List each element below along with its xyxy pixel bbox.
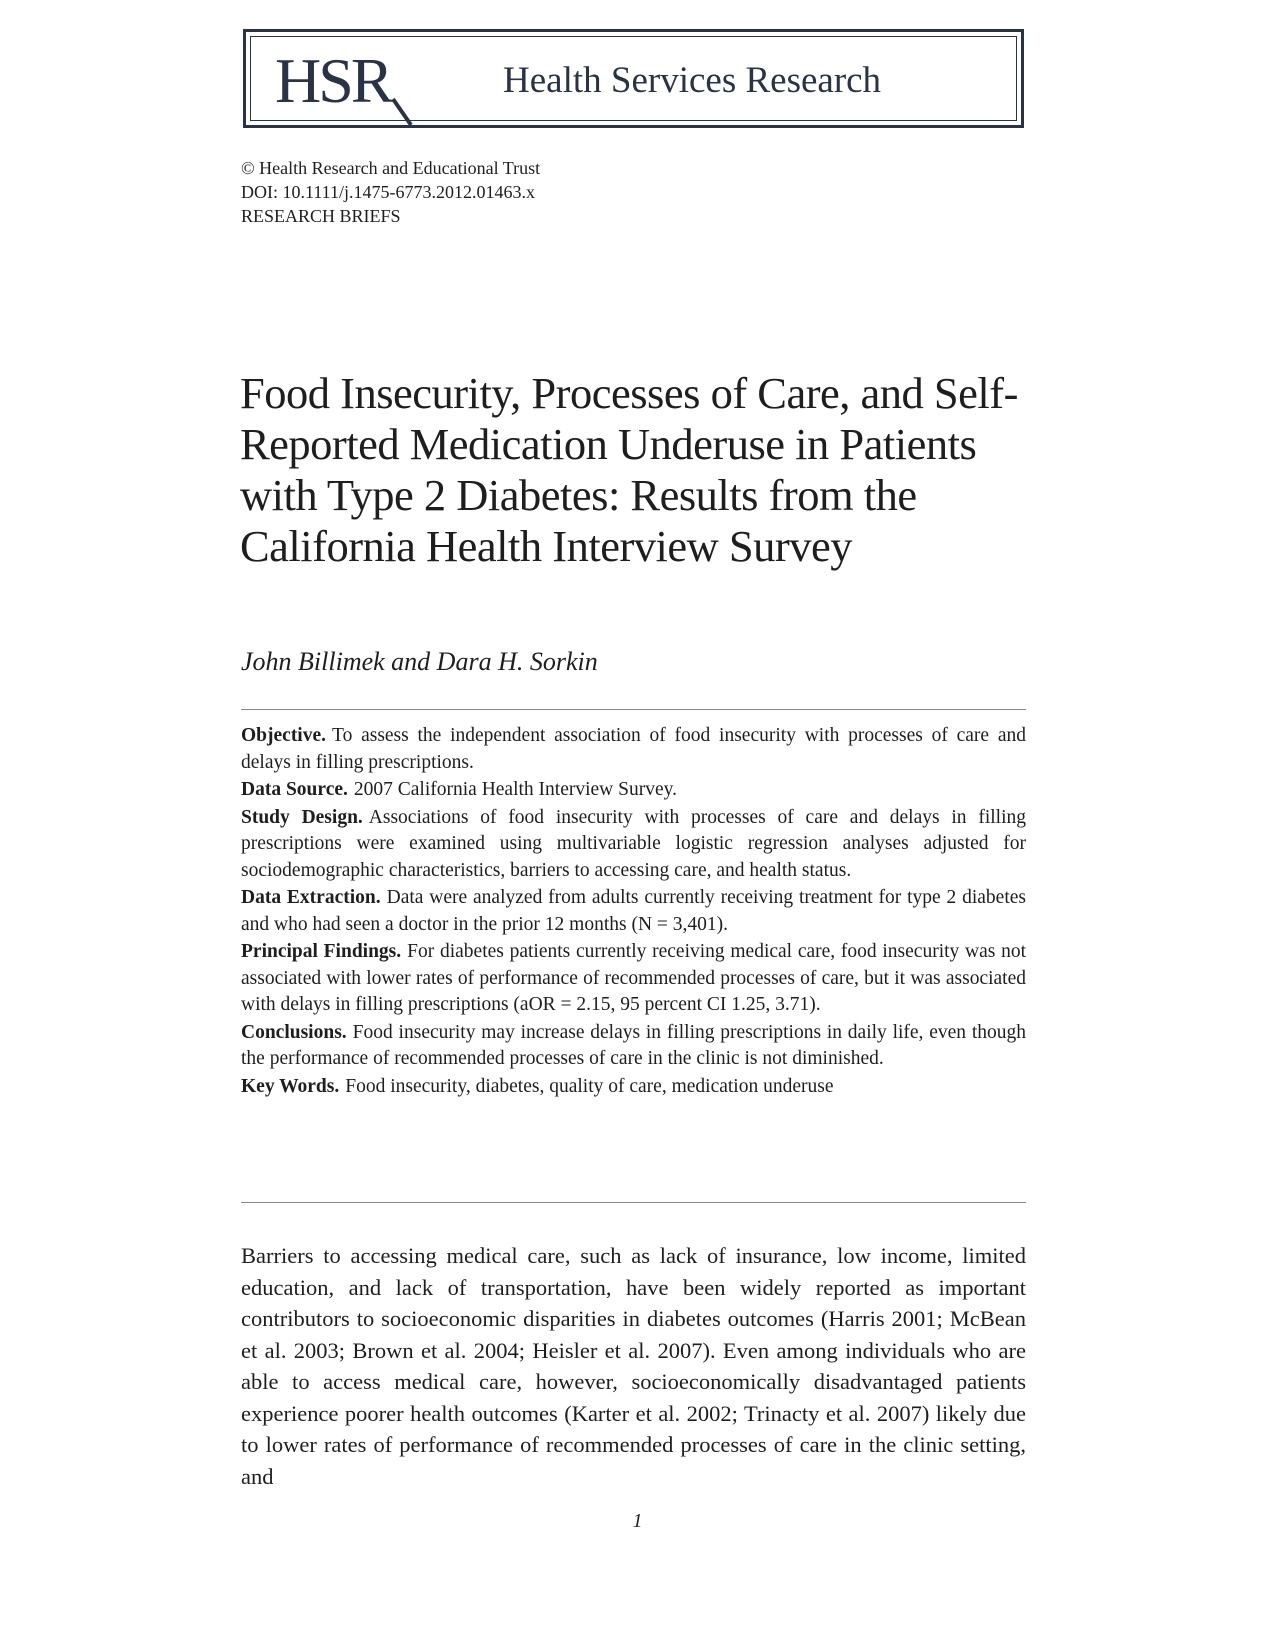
abstract-objective-label: Objective. <box>241 725 327 746</box>
abstract-conclusions-label: Conclusions. <box>241 1021 347 1043</box>
journal-logo <box>275 41 425 125</box>
body-paragraph: Barriers to accessing medical care, such as lack of insurance, low income, limited education, and lack of transportation, have been widely reported as important contributors to socioeconomic disparities in diabetes outcomes (Harris 2001; McBean et al. 2003; Brown et al. 2004; Heisler et al. 2007). Even among individuals who are able to access medical care, however, socioeconomically disadvantaged patients experience poorer health outcomes (Karter et al. 2002; Trinacty et al. 2007) likely due to lower rates of performance of recommended processes of care in the clinic setting, and <box>241 1243 1026 1489</box>
abstract-principal-findings <box>241 939 1026 1019</box>
abstract-objective-text: To assess the independent association of food insecurity with processes of care and delays in filling prescriptions. <box>241 725 1026 773</box>
page-number: 1 <box>632 1510 643 1532</box>
journal-header-inner-border <box>250 36 1017 121</box>
abstract-study-design-text: Associations of food insecurity with processes of care and delays in filling prescriptions were examined using multivariable logistic regression analyses adjusted for sociodemographic characteristics, barriers to accessing care, and health status. <box>241 806 1026 881</box>
section-line: RESEARCH BRIEFS <box>241 206 401 226</box>
abstract-principal-findings-label: Principal Findings. <box>241 941 402 962</box>
journal-header <box>243 29 1024 128</box>
abstract-key-words-label: Key Words. <box>241 1075 340 1097</box>
abstract-data-source <box>241 777 1026 804</box>
abstract <box>241 723 1026 1101</box>
abstract-objective <box>241 723 1026 776</box>
journal-logo-text: HSR <box>275 45 391 116</box>
abstract-study-design-label: Study Design. <box>241 806 363 828</box>
abstract-conclusions-text: Food insecurity may increase delays in filling prescriptions in daily life, even though the performance of recommended processes of care in the clinic is not diminished. <box>241 1021 1026 1069</box>
abstract-conclusions <box>241 1020 1026 1073</box>
abstract-bottom-rule <box>241 1202 1026 1203</box>
abstract-data-extraction-label: Data Extraction. <box>241 887 381 908</box>
abstract-principal-findings-text: For diabetes patients currently receiving medical care, food insecurity was not associated with lower rates of performance of recommended processes of care, but it was associated with delays in filling prescriptions (aOR = 2.15, 95 percent CI 1.25, 3.71). <box>241 941 1026 1015</box>
abstract-key-words <box>241 1074 1026 1101</box>
journal-logo-r-tail-icon <box>275 41 425 125</box>
abstract-data-extraction <box>241 885 1026 938</box>
abstract-study-design <box>241 805 1026 885</box>
doi-line: DOI: 10.1111/j.1475-6773.2012.01463.x <box>241 182 535 202</box>
abstract-top-rule <box>241 709 1026 710</box>
copyright-line: © Health Research and Educational Trust <box>241 158 541 178</box>
article-authors: John Billimek and Dara H. Sorkin <box>241 647 598 676</box>
article-title: Food Insecurity, Processes of Care, and Self-Reported Medication Underuse in Patients with Type 2 Diabetes: Results from the California Health Interview Survey <box>240 368 1018 571</box>
abstract-data-source-text: 2007 California Health Interview Survey. <box>353 779 677 800</box>
journal-name: Health Services Research <box>503 60 882 101</box>
abstract-key-words-text: Food insecurity, diabetes, quality of care, medication underuse <box>345 1075 834 1097</box>
abstract-data-extraction-text: Data were analyzed from adults currently receiving treatment for type 2 diabetes and who had seen a doctor in the prior 12 months (N = 3,401). <box>241 887 1026 935</box>
abstract-data-source-label: Data Source. <box>241 779 348 800</box>
article-meta <box>241 156 540 228</box>
